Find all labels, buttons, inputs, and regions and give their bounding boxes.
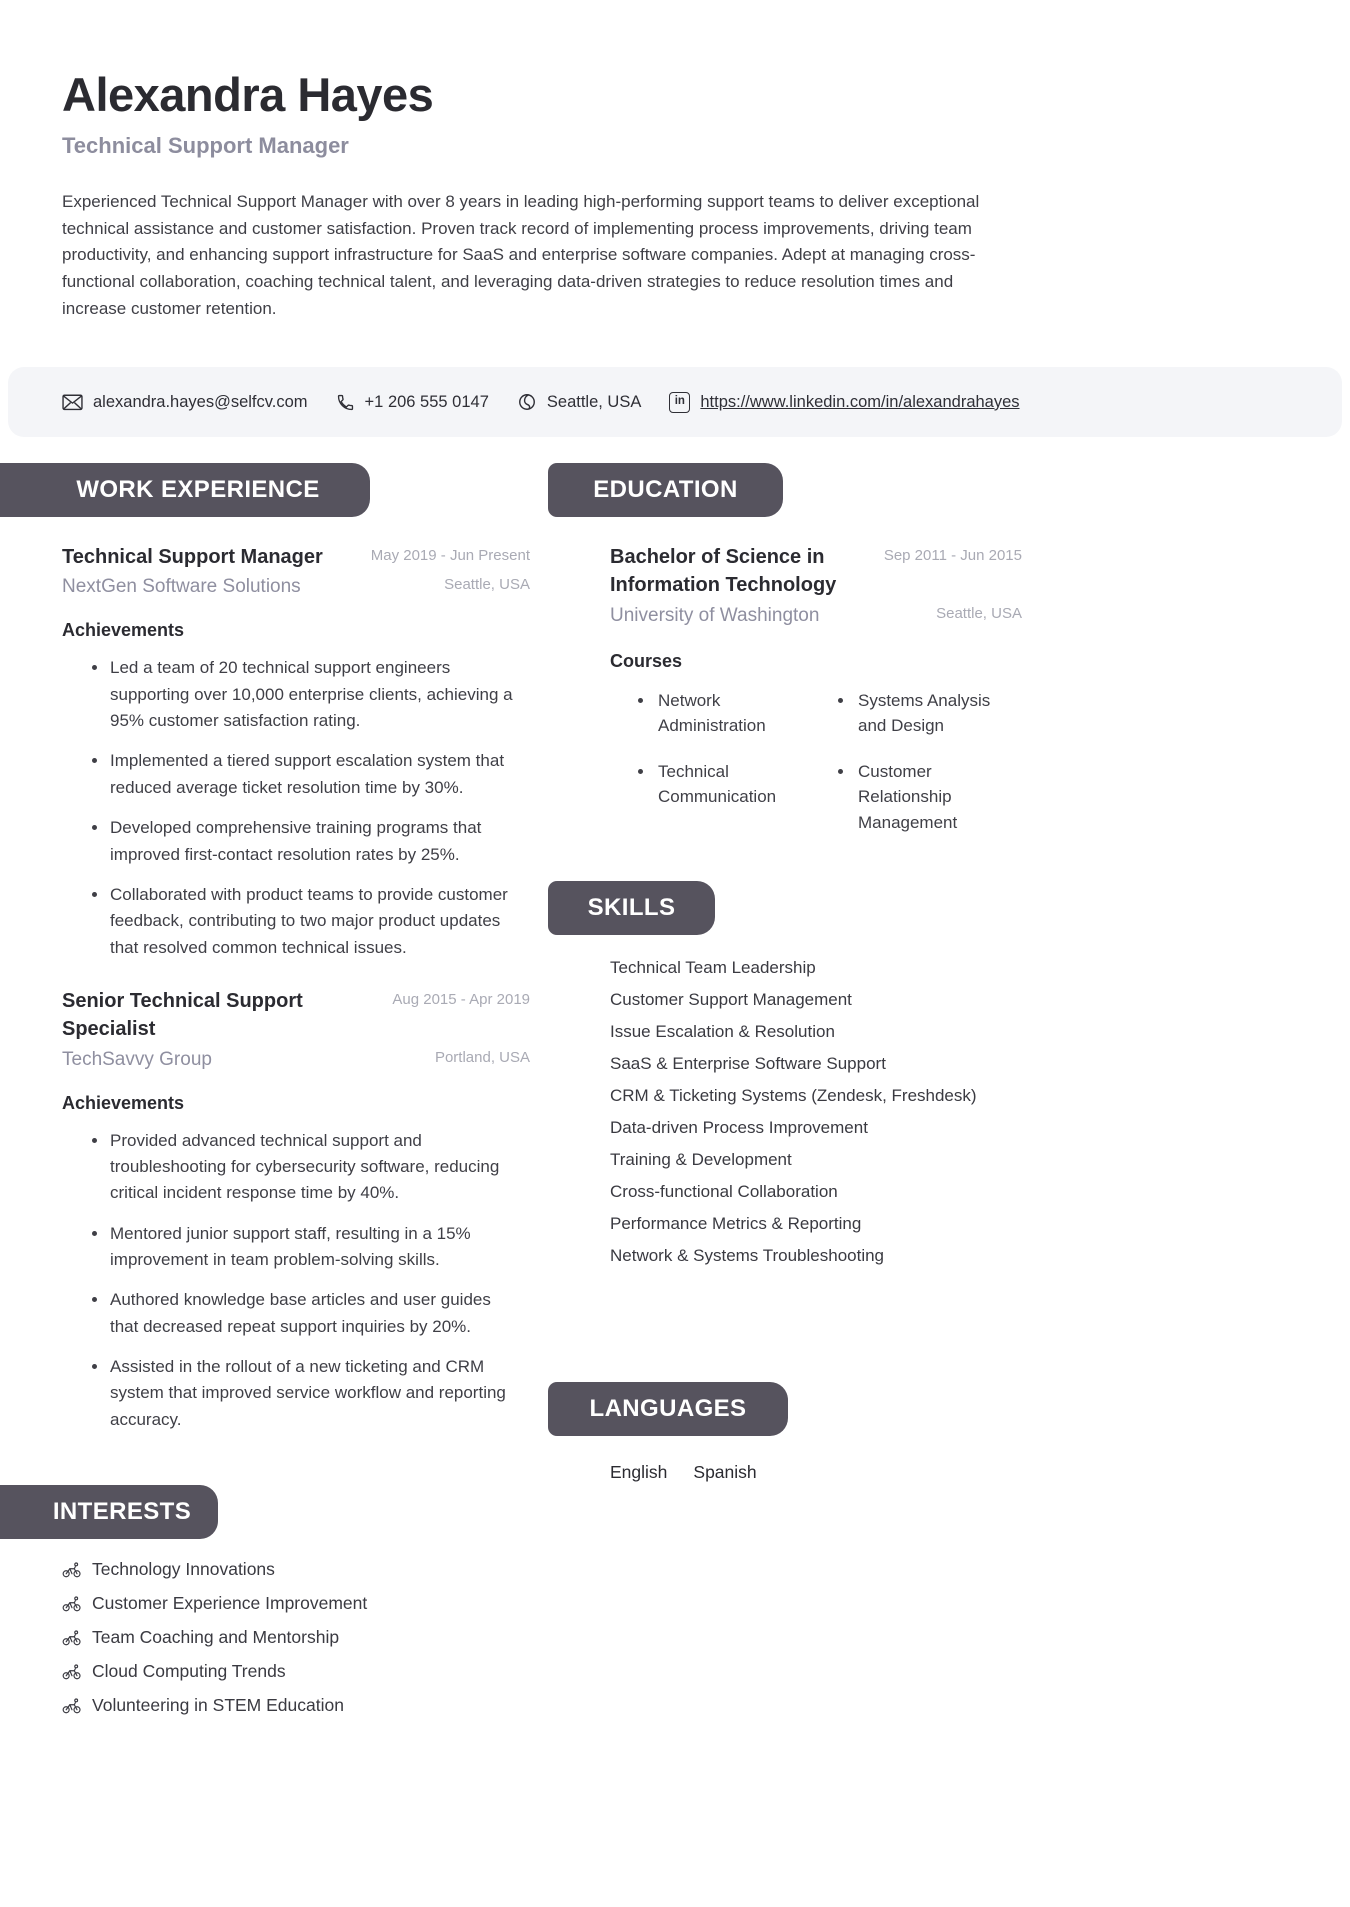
envelope-icon <box>62 394 83 411</box>
achievements-label: Achievements <box>62 620 185 641</box>
skill-item: Network & Systems Troubleshooting <box>610 1246 885 1266</box>
school-name: University of Washington <box>610 604 820 626</box>
interest-label: Cloud Computing Trends <box>92 1661 286 1682</box>
job-title: Technical Support Manager <box>62 546 323 569</box>
course-item: Technical Communication <box>638 759 810 836</box>
interest-item <box>62 1661 548 1682</box>
bicycle-icon <box>62 1562 82 1578</box>
contact-email <box>62 393 308 412</box>
linkedin-link[interactable]: https://www.linkedin.com/in/alexandrahayes <box>700 392 1020 411</box>
interests-list <box>62 1559 548 1716</box>
skill-item: Technical Team Leadership <box>610 958 816 978</box>
achievement-item: Implemented a tiered support escalation system that reduced average ticket resolution time by 30%. <box>62 748 518 801</box>
person-role: Technical Support Manager <box>62 132 349 158</box>
language-item: Spanish <box>693 1462 757 1483</box>
linkedin-icon: in <box>669 392 690 413</box>
job-title: Senior Technical Support Specialist <box>62 989 303 1041</box>
courses-list <box>638 688 1022 836</box>
languages-list <box>610 1462 1350 1483</box>
bicycle-icon <box>62 1664 82 1680</box>
achievement-item: Led a team of 20 technical support engineers supporting over 10,000 enterprise clients, achieving a 95% customer satisfaction rating. <box>62 655 518 734</box>
course-item: Systems Analysis and Design <box>838 688 1010 739</box>
skill-item: Cross-functional Collaboration <box>610 1182 838 1202</box>
job-entry <box>62 543 530 961</box>
achievement-item: Developed comprehensive training programs that improved first-contact resolution rates by 25%. <box>62 815 518 868</box>
education-location: Seattle, USA <box>936 604 1022 622</box>
job-dates: May 2019 - Jun Present <box>370 547 530 565</box>
interest-item <box>62 1559 548 1580</box>
interest-item <box>62 1695 548 1716</box>
education-entry <box>610 543 1022 835</box>
header <box>0 70 1350 323</box>
contact-phone-text: +1 206 555 0147 <box>364 392 489 411</box>
job-location: Portland, USA <box>434 1048 530 1066</box>
skill-item: SaaS & Enterprise Software Support <box>610 1054 886 1074</box>
bicycle-icon <box>62 1698 82 1714</box>
skill-item: Data-driven Process Improvement <box>610 1118 868 1138</box>
main-columns <box>0 463 1350 1716</box>
job-entry <box>62 987 530 1433</box>
contact-location <box>517 392 641 412</box>
section-interests: INTERESTS <box>0 1485 218 1539</box>
skill-item: Performance Metrics & Reporting <box>610 1214 862 1234</box>
job-header <box>62 543 530 598</box>
phone-icon <box>336 393 355 412</box>
contact-bar <box>8 367 1342 437</box>
contact-email-text: alexandra.hayes@selfcv.com <box>93 392 308 411</box>
language-item: English <box>610 1462 668 1483</box>
course-item: Network Administration <box>638 688 810 739</box>
section-languages: LANGUAGES <box>548 1382 788 1436</box>
left-column <box>0 463 548 1716</box>
course-item: Customer Relationship Management <box>838 759 1010 836</box>
achievements-list <box>62 1128 530 1433</box>
skills-list <box>610 959 1350 1264</box>
bicycle-icon <box>62 1630 82 1646</box>
job-company: TechSavvy Group <box>62 1048 212 1070</box>
education-header <box>610 543 1022 627</box>
degree-title: Bachelor of Science in Information Technology <box>610 546 837 597</box>
right-column <box>548 463 1350 1483</box>
section-skills: SKILLS <box>548 881 715 935</box>
interest-item <box>62 1627 548 1648</box>
skill-item: Training & Development <box>610 1150 792 1170</box>
job-header <box>62 987 530 1071</box>
interest-label: Volunteering in STEM Education <box>92 1695 344 1716</box>
achievement-item: Provided advanced technical support and troubleshooting for cybersecurity software, reducing critical incident response time by 40%. <box>62 1128 518 1207</box>
skill-item: Issue Escalation & Resolution <box>610 1022 835 1042</box>
person-name: Alexandra Hayes <box>62 68 434 121</box>
globe-icon <box>517 392 537 412</box>
achievement-item: Collaborated with product teams to provide customer feedback, contributing to two major product updates that resolved common technical issues. <box>62 882 518 961</box>
contact-phone <box>336 393 489 412</box>
section-education: EDUCATION <box>548 463 783 517</box>
skill-item: CRM & Ticketing Systems (Zendesk, Freshdesk) <box>610 1086 977 1106</box>
summary-text: Experienced Technical Support Manager with over 8 years in leading high-performing support teams to deliver exceptional technical assistance and customer satisfaction. Proven track record of implementing process improvements, driving team productivity, and enhancing support infrastructure for SaaS and enterprise software companies. Adept at managing cross-functional collaboration, coaching technical talent, and leveraging data-driven strategies to reduce resolution times and increase customer retention. <box>62 191 980 319</box>
achievement-item: Assisted in the rollout of a new ticketing and CRM system that improved service workflow and reporting accuracy. <box>62 1354 518 1433</box>
interest-label: Customer Experience Improvement <box>92 1593 368 1614</box>
contact-linkedin <box>669 392 1019 413</box>
contact-location-text: Seattle, USA <box>546 392 642 411</box>
section-work-experience: WORK EXPERIENCE <box>0 463 370 517</box>
interest-item <box>62 1593 548 1614</box>
courses-label: Courses <box>610 650 683 671</box>
skill-item: Customer Support Management <box>610 990 852 1010</box>
interest-label: Technology Innovations <box>92 1559 275 1580</box>
job-company: NextGen Software Solutions <box>62 576 301 598</box>
bicycle-icon <box>62 1596 82 1612</box>
achievement-item: Mentored junior support staff, resulting in a 15% improvement in team problem-solving skills. <box>62 1221 518 1274</box>
achievements-list <box>62 655 530 960</box>
job-dates: Aug 2015 - Apr 2019 <box>392 990 530 1008</box>
interest-label: Team Coaching and Mentorship <box>92 1627 340 1648</box>
achievement-item: Authored knowledge base articles and user guides that decreased repeat support inquiries by 20%. <box>62 1287 518 1340</box>
achievements-label: Achievements <box>62 1092 185 1113</box>
job-location: Seattle, USA <box>444 576 530 594</box>
education-dates: Sep 2011 - Jun 2015 <box>883 547 1022 565</box>
